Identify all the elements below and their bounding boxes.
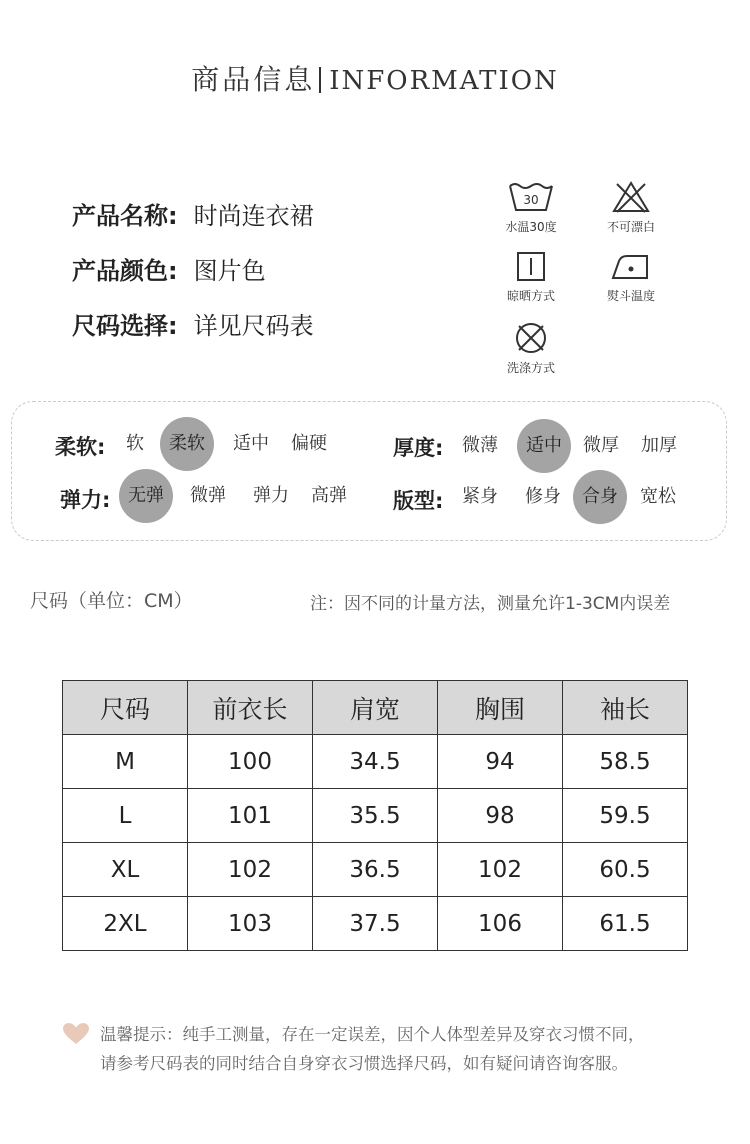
table-cell: 2XL — [63, 897, 188, 951]
softness-option: 偏硬 — [291, 433, 327, 454]
table-cell: XL — [63, 843, 188, 897]
product-name-value: 时尚连衣裙 — [193, 202, 314, 230]
column-header: 肩宽 — [313, 681, 438, 735]
title-cn: 商品信息 — [191, 63, 316, 96]
wash-method-label: 洗涤方式 — [506, 361, 555, 375]
heart-icon — [62, 1022, 90, 1046]
thickness-label: 厚度: — [393, 436, 444, 460]
table-cell: 98 — [438, 789, 563, 843]
care-dry — [486, 251, 576, 304]
table-cell: 106 — [438, 897, 563, 951]
product-name-label: 产品名称: — [72, 202, 178, 230]
softness-option-selected: 柔软 — [160, 417, 214, 471]
table-cell: 37.5 — [313, 897, 438, 951]
table-cell: 58.5 — [563, 735, 688, 789]
title-en: INFORMATION — [329, 66, 559, 96]
care-wash-method — [486, 321, 576, 376]
thickness-option-selected: 适中 — [517, 419, 571, 473]
product-color-label: 产品颜色: — [72, 257, 178, 285]
table-header-row — [63, 681, 688, 735]
table-cell: 94 — [438, 735, 563, 789]
thickness-option: 加厚 — [641, 435, 677, 456]
column-header: 前衣长 — [188, 681, 313, 735]
fit-label: 版型: — [393, 489, 444, 513]
elasticity-option: 弹力 — [253, 485, 289, 506]
warm-tip — [100, 1020, 645, 1078]
table-cell: 36.5 — [313, 843, 438, 897]
column-header: 袖长 — [563, 681, 688, 735]
wash-temp-label: 水温30度 — [505, 220, 557, 234]
elasticity-option: 微弹 — [190, 485, 226, 506]
fit-option: 紧身 — [462, 486, 498, 507]
softness-option: 软 — [126, 433, 144, 454]
line-dry-icon — [511, 251, 551, 283]
elasticity-option: 高弹 — [311, 485, 347, 506]
wash-basin-icon — [507, 180, 555, 214]
product-color-value: 图片色 — [193, 257, 266, 285]
elasticity-label: 弹力: — [60, 488, 111, 512]
table-cell: 103 — [188, 897, 313, 951]
table-cell: 60.5 — [563, 843, 688, 897]
care-iron — [586, 251, 676, 304]
table-row — [63, 843, 688, 897]
size-select-label: 尺码选择: — [72, 312, 178, 340]
iron-icon — [609, 251, 653, 283]
table-cell: 61.5 — [563, 897, 688, 951]
wash-temp-text: 30 — [523, 193, 539, 207]
table-cell: 102 — [438, 843, 563, 897]
table-row — [63, 897, 688, 951]
tip-line-2: 请参考尺码表的同时结合自身穿衣习惯选择尺码，如有疑问请咨询客服。 — [100, 1054, 628, 1073]
fit-option: 宽松 — [640, 486, 676, 507]
column-header: 胸围 — [438, 681, 563, 735]
size-select-value: 详见尺码表 — [193, 312, 314, 340]
care-no-bleach — [586, 180, 676, 235]
column-header: 尺码 — [63, 681, 188, 735]
softness-label: 柔软: — [55, 435, 106, 459]
table-cell: 102 — [188, 843, 313, 897]
table-cell: 34.5 — [313, 735, 438, 789]
title-divider — [319, 67, 321, 93]
no-bleach-label: 不可漂白 — [606, 220, 655, 234]
table-cell: 101 — [188, 789, 313, 843]
softness-option: 适中 — [233, 433, 269, 454]
elasticity-option-selected: 无弹 — [119, 469, 173, 523]
iron-label: 熨斗温度 — [606, 289, 655, 303]
tip-line-1: 温馨提示：纯手工测量，存在一定误差，因个人体型差异及穿衣习惯不同， — [100, 1025, 645, 1044]
table-row — [63, 789, 688, 843]
table-cell: M — [63, 735, 188, 789]
table-row — [63, 735, 688, 789]
no-dry-clean-icon — [511, 321, 551, 355]
section-title — [0, 58, 750, 98]
size-unit-label: 尺码（单位：CM） — [30, 590, 193, 612]
size-table — [62, 680, 688, 951]
table-cell: 59.5 — [563, 789, 688, 843]
thickness-option: 微薄 — [462, 435, 498, 456]
measurement-note: 注：因不同的计量方法，测量允许1-3CM内误差 — [310, 594, 671, 614]
table-cell: 100 — [188, 735, 313, 789]
fit-option: 修身 — [525, 486, 561, 507]
table-cell: L — [63, 789, 188, 843]
fit-option-selected: 合身 — [573, 470, 627, 524]
size-select-row — [72, 306, 314, 341]
table-cell: 35.5 — [313, 789, 438, 843]
thickness-option: 微厚 — [583, 435, 619, 456]
care-wash-temp — [486, 180, 576, 235]
dry-label: 晾晒方式 — [506, 289, 555, 303]
product-name-row — [72, 196, 314, 231]
product-color-row — [72, 251, 266, 286]
no-bleach-icon — [611, 180, 651, 214]
